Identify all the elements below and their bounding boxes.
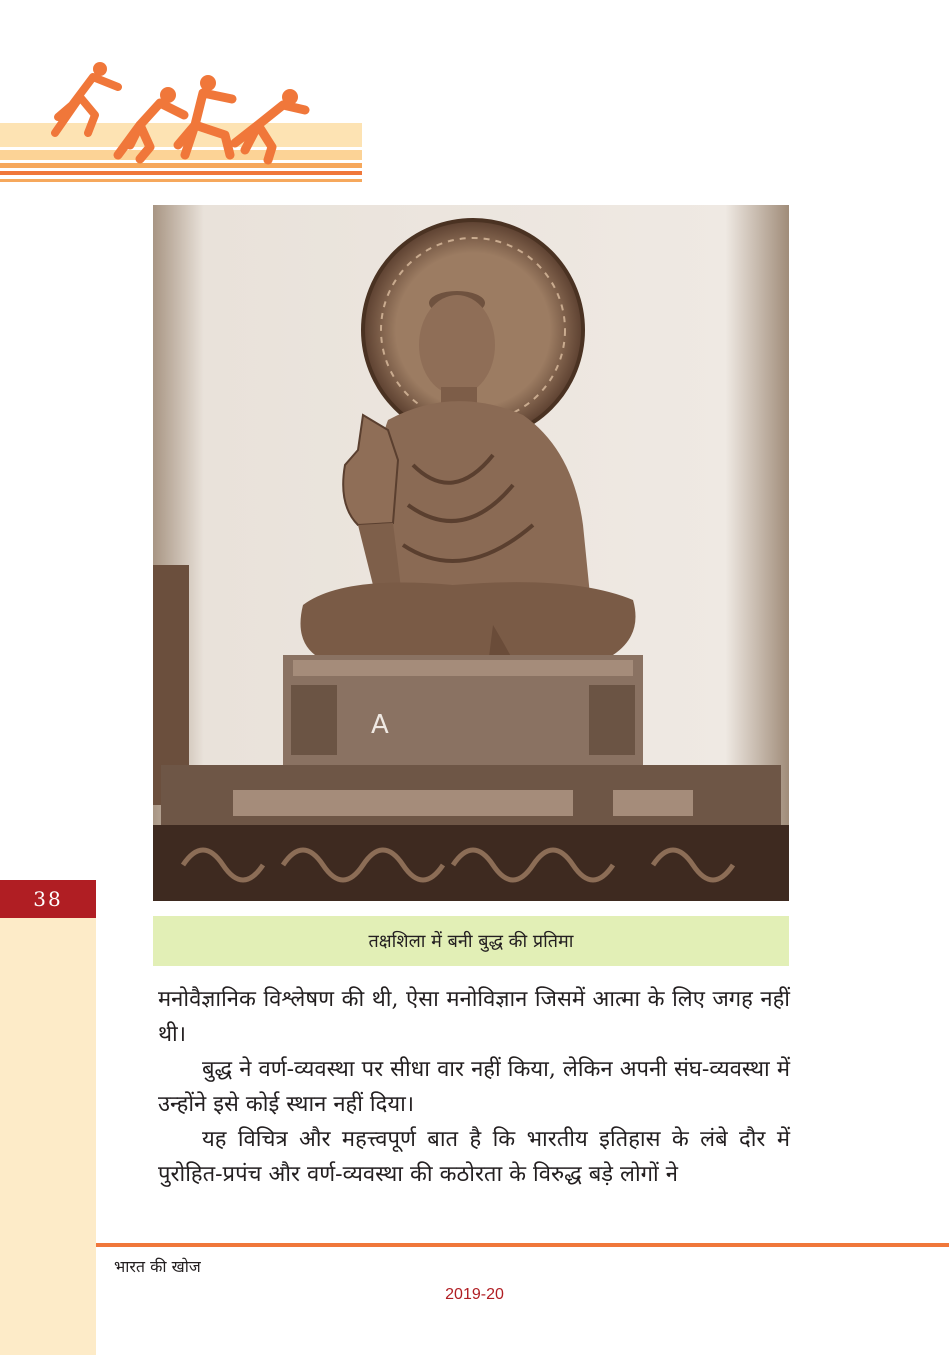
paragraph: बुद्ध ने वर्ण-व्यवस्था पर सीधा वार नहीं किया, लेकिन अपनी संघ-व्यवस्था में उन्होंने इसे कोई स्थान नहीं दिया। [158,1057,790,1117]
footer-rule [96,1243,949,1247]
running-figures-header-art [0,55,365,195]
figure-caption: तक्षशिला में बनी बुद्ध की प्रतिमा [153,916,789,966]
paragraph: मनोवैज्ञानिक विश्लेषण की थी, ऐसा मनोविज्ञान जिसमें आत्मा के लिए जगह नहीं थी। [158,987,790,1047]
statue-marker: A [371,710,389,740]
book-title: भारत की खोज [114,1257,201,1276]
buddha-statue-photo [153,205,789,901]
body-text [158,982,790,1192]
page-number: 38 [0,880,96,918]
edition-year: 2019-20 [445,1286,504,1303]
paragraph: यह विचित्र और महत्त्वपूर्ण बात है कि भारतीय इतिहास के लंबे दौर में पुरोहित-प्रपंच और वर्ण-व्यवस्था की कठोरता के विरुद्ध बड़े लोगों ने [158,1127,790,1187]
